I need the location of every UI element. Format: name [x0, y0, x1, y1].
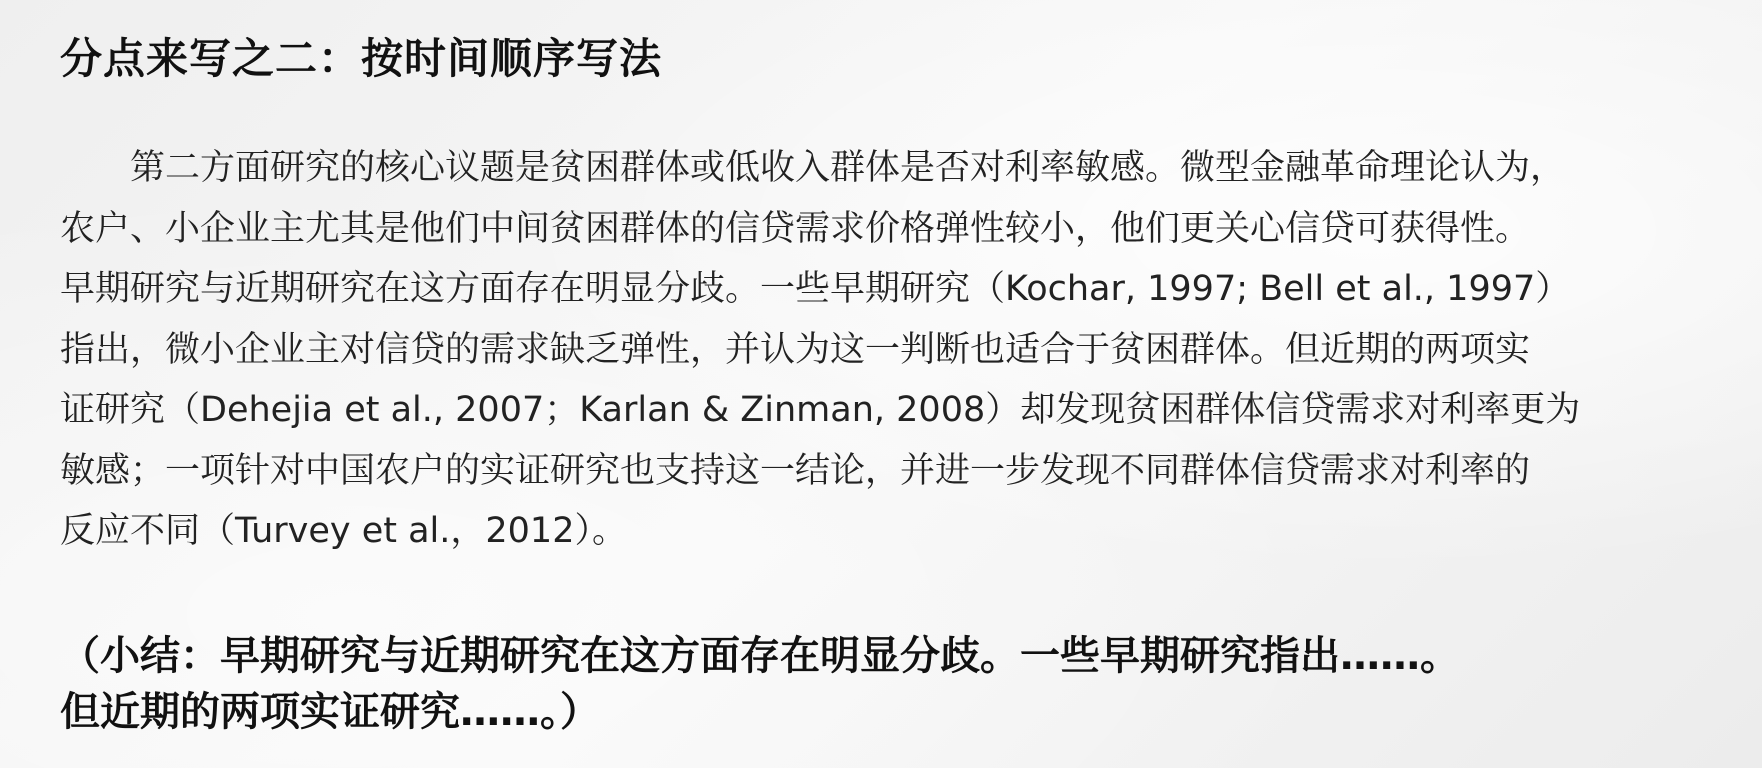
- paragraph-line: 敏感；一项针对中国农户的实证研究也支持这一结论，并进一步发现不同群体信贷需求对利率的: [60, 450, 1531, 491]
- paragraph-line: 证研究（Dehejia et al., 2007；Karlan & Zinman, 2008）却发现贫困群体信贷需求对利率更为: [60, 390, 1581, 430]
- paragraph-line: 农户、小企业主尤其是他们中间贫困群体的信贷需求价格弹性较小，他们更关心信贷可获得性。: [60, 208, 1531, 249]
- summary-note: [60, 628, 1740, 740]
- paragraph-line: 第二方面研究的核心议题是贫困群体或低收入群体是否对利率敏感。微型金融革命理论认为，: [130, 148, 1566, 188]
- body-paragraph: [60, 138, 1720, 562]
- summary-line: 但近期的两项实证研究……。）: [60, 689, 600, 735]
- paragraph-line: 反应不同（Turvey et al.，2012）。: [60, 511, 627, 551]
- paragraph-line: 指出，微小企业主对信贷的需求缺乏弹性，并认为这一判断也适合于贫困群体。但近期的两项实: [60, 329, 1531, 370]
- slide-title: 分点来写之二：按时间顺序写法: [60, 34, 663, 83]
- paragraph-line: 早期研究与近期研究在这方面存在明显分歧。一些早期研究（Kochar, 1997; Bell et al., 1997）: [60, 269, 1571, 309]
- summary-line: （小结：早期研究与近期研究在这方面存在明显分歧。一些早期研究指出……。: [60, 633, 1460, 679]
